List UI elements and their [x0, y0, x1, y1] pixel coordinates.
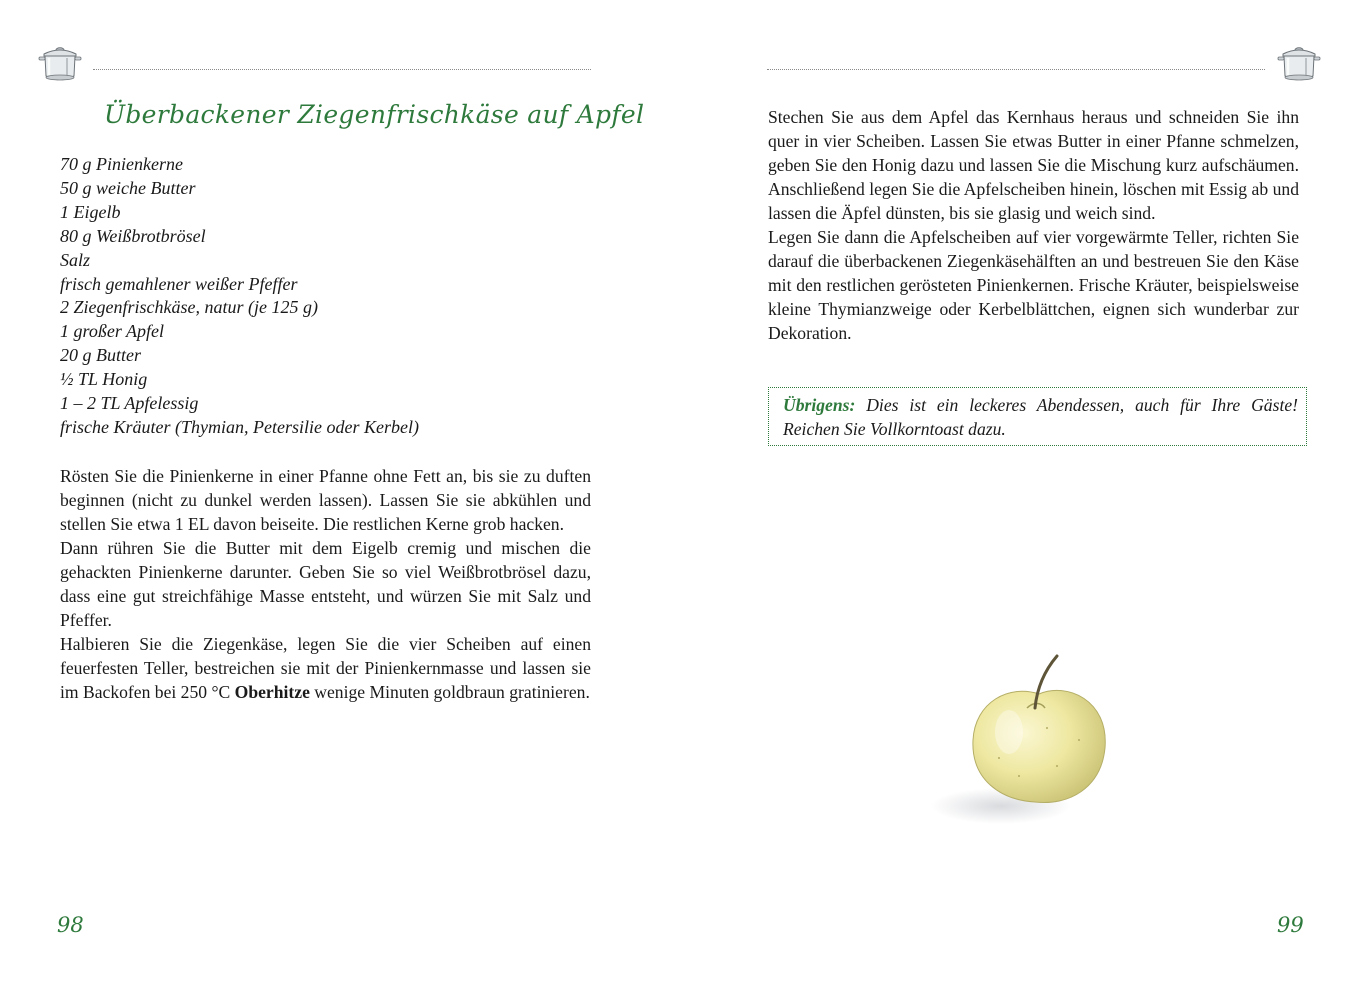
cooking-pot-icon [1276, 40, 1322, 84]
cooking-pot-icon [37, 40, 83, 84]
ingredient-item: frisch gemahlener weißer Pfeffer [60, 273, 298, 294]
ingredient-item: 1 Eigelb [60, 201, 121, 222]
tip-text: Dies ist ein leckeres Abendessen, auch für Ihre Gäste! Reichen Sie Vollkorntoast dazu. [783, 395, 1298, 439]
instruction-text: wenige Minuten goldbraun gratinieren. [309, 682, 590, 702]
ingredient-item: 70 g Pinienkerne [60, 154, 183, 174]
instruction-paragraph [60, 632, 591, 704]
instruction-paragraph: Dann rühren Sie die Butter mit dem Eigelb cremig und mischen die gehackten Pinienkerne darunter. Geben Sie so viel Weißbrotbrösel dazu, dass eine gut streichfähige Masse entsteht, und würzen Sie mit Salz und Pfeffer. [60, 538, 591, 630]
ingredients-list [60, 153, 600, 440]
instructions-left [60, 464, 591, 704]
ingredient-item: 1 – 2 TL Apfelessig [60, 393, 199, 414]
instruction-text: Halbieren Sie die Ziegenkäse, legen Sie die vier Scheiben auf einen feuerfesten Teller, bestreichen sie mit der Pinienkernmasse und lassen sie im Backofen bei 250 °C [60, 634, 591, 702]
ingredient-item: 50 g weiche Butter [60, 177, 196, 198]
ingredient-item: 2 Ziegenfrischkäse, natur (je 125 g) [60, 297, 318, 318]
tip-label: Übrigens: [783, 395, 856, 415]
header-dotted-rule [93, 69, 591, 70]
apple-illustration [929, 648, 1129, 833]
recipe-title: Überbackener Ziegenfrischkäse auf Apfel [104, 100, 645, 129]
page-number-left: 98 [57, 913, 84, 937]
ingredient-item: 1 großer Apfel [60, 321, 164, 342]
ingredient-item: ½ TL Honig [60, 369, 148, 390]
ingredient-item: 20 g Butter [60, 345, 141, 366]
page-number-right: 99 [1277, 913, 1304, 937]
header-dotted-rule [767, 69, 1265, 70]
ingredient-item: 80 g Weißbrotbrösel [60, 225, 206, 246]
tip-box [768, 387, 1307, 446]
instruction-paragraph: Rösten Sie die Pinienkerne in einer Pfanne ohne Fett an, bis sie zu duften beginnen (nicht zu dunkel werden lassen). Lassen Sie sie abkühlen und stellen Sie etwa 1 EL davon beiseite. Die restlichen Kerne grob hacken. [60, 466, 591, 534]
right-page [679, 0, 1358, 992]
instruction-paragraph: Legen Sie dann die Apfelscheiben auf vier vorgewärmte Teller, richten Sie darauf die überbackenen Ziegenkäsehälften an und bestreuen Sie den Käse mit den restlichen gerösteten Pinienkernen. Frische Kräuter, beispielsweise kleine Thymianzweige oder Kerbelblättchen, eignen sich wunderbar zur Dekoration. [768, 227, 1299, 343]
ingredient-item: Salz [60, 249, 91, 270]
instruction-emphasis: Oberhitze [234, 682, 310, 702]
instruction-paragraph: Stechen Sie aus dem Apfel das Kernhaus heraus und schneiden Sie ihn quer in vier Scheiben. Lassen Sie etwas Butter in einer Pfanne schmelzen, geben Sie den Honig dazu und lassen Sie die Mischung kurz aufschäumen. Anschließend legen Sie die Apfelscheiben hinein, löschen mit Essig ab und lassen die Äpfel dünsten, bis sie glasig und weich sind. [768, 107, 1299, 223]
instructions-right [768, 105, 1299, 345]
ingredient-item: frische Kräuter (Thymian, Petersilie oder Kerbel) [60, 416, 419, 437]
